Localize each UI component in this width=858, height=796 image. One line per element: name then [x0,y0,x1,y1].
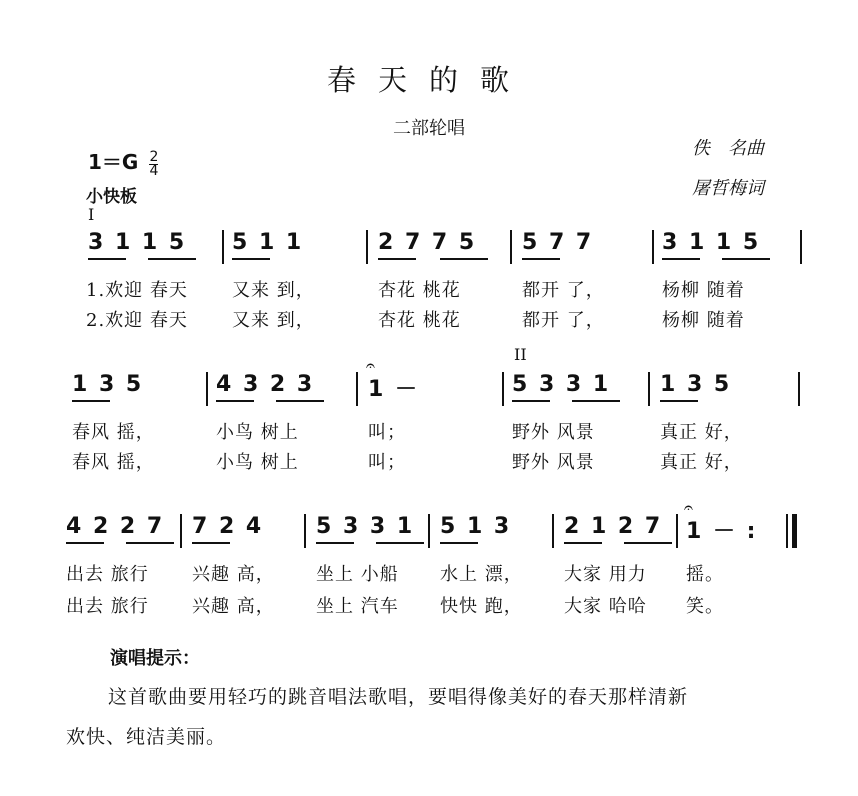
lyric-verse2-b: 又来 到， [232,310,315,331]
lyric-verse2-c: 坐上 汽车 [316,596,399,617]
lyric-verse1-d: 水上 漂， [440,564,523,585]
lyric-verse2-b: 兴趣 高， [192,596,275,617]
measure-notes: 1 3 5 [72,372,144,397]
measure-notes: 2 1 2 7 [564,514,663,539]
beam [316,542,354,544]
key-label: 1＝G [88,150,139,174]
lyric-verse2-c: 杏花 桃花 [378,310,461,331]
lyric-verse2-a: 2.欢迎 春天 [86,310,188,331]
beam [72,400,110,402]
beam [660,400,698,402]
lyric-verse1-b: 小鸟 树上 [216,422,299,443]
composer-credit: 佚 名曲 [692,138,764,159]
lyric-verse1-e: 真正 好， [660,422,743,443]
tempo-marking: 小快板 [86,187,137,207]
lyric-verse1-d: 野外 风景 [512,422,595,443]
beam [722,258,770,260]
bar-line [786,514,788,548]
measure-notes: 5 1 1 [232,230,304,255]
bar-line [648,372,650,406]
lyric-verse2-e: 真正 好， [660,452,743,473]
lyric-verse1-a: 春风 摇， [72,422,155,443]
beam [66,542,104,544]
beam [88,258,126,260]
measure-notes: 5 3 3 1 [512,372,611,397]
beam [572,400,620,402]
lyricist-credit: 屠哲梅词 [692,178,764,199]
measure-notes: 1 － [368,377,419,402]
measure-notes: 3 1 1 5 [88,230,187,255]
lyric-verse1-c: 坐上 小船 [316,564,399,585]
bar-line [304,514,306,548]
bar-line [676,514,678,548]
hint-text-line1: 这首歌曲要用轻巧的跳音唱法歌唱，要唱得像美好的春天那样清新 [108,686,689,708]
section-marker-1: I [88,205,95,224]
time-top: 2 [149,149,159,165]
measure-notes: 5 1 3 [440,514,512,539]
beam [662,258,700,260]
bar-line [502,372,504,406]
beam [376,542,424,544]
lyric-verse1-e: 大家 用力 [564,564,647,585]
lyric-verse2-a: 出去 旅行 [66,596,149,617]
hint-text-line2: 欢快、纯洁美丽。 [66,726,227,748]
final-bar-line [792,514,797,548]
lyric-verse2-e: 杨柳 随着 [662,310,745,331]
lyric-verse1-b: 又来 到， [232,280,315,301]
beam [440,258,488,260]
lyric-verse2-e: 大家 哈哈 [564,596,647,617]
beam [624,542,672,544]
lyric-verse1-b: 兴趣 高， [192,564,275,585]
lyric-verse1-f: 摇。 [686,564,724,585]
bar-line [652,230,654,264]
measure-notes: 7 2 4 [192,514,264,539]
beam [232,258,270,260]
bar-line [800,230,802,264]
measure-notes: 4 2 2 7 [66,514,165,539]
beam [522,258,560,260]
beam [148,258,196,260]
section-marker-2: II [514,345,527,364]
bar-line [552,514,554,548]
time-signature [149,151,158,178]
lyric-verse2-f: 笑。 [686,596,724,617]
key-signature [88,146,158,178]
lyric-verse2-c: 叫； [368,452,406,473]
song-title: 春天的歌 [326,63,531,97]
lyric-verse2-b: 小鸟 树上 [216,452,299,473]
lyric-verse2-d: 快快 跑， [440,596,523,617]
measure-notes: 1 － : [686,519,758,544]
beam [378,258,416,260]
lyric-verse1-a: 出去 旅行 [66,564,149,585]
beam [276,400,324,402]
beam [192,542,230,544]
measure-notes: 4 3 2 3 [216,372,315,397]
lyric-verse2-d: 都开 了， [522,310,605,331]
bar-line [510,230,512,264]
lyric-verse2-d: 野外 风景 [512,452,595,473]
beam [440,542,478,544]
measure-notes: 2 7 7 5 [378,230,477,255]
bar-line [206,372,208,406]
bar-line [180,514,182,548]
fermata-icon: 𝄐 [366,356,375,375]
lyric-verse1-a: 1.欢迎 春天 [86,280,188,301]
bar-line [428,514,430,548]
measure-notes: 3 1 1 5 [662,230,761,255]
bar-line [356,372,358,406]
bar-line [366,230,368,264]
measure-notes: 1 3 5 [660,372,732,397]
lyric-verse1-c: 杏花 桃花 [378,280,461,301]
beam [216,400,254,402]
beam [564,542,602,544]
bar-line [222,230,224,264]
time-bottom: 4 [149,163,159,179]
bar-line [798,372,800,406]
lyric-verse2-a: 春风 摇， [72,452,155,473]
fermata-icon: 𝄐 [684,498,693,517]
song-subtitle: 二部轮唱 [393,118,465,139]
beam [126,542,174,544]
lyric-verse1-c: 叫； [368,422,406,443]
lyric-verse1-d: 都开 了， [522,280,605,301]
measure-notes: 5 3 3 1 [316,514,415,539]
lyric-verse1-e: 杨柳 随着 [662,280,745,301]
hint-title: 演唱提示： [110,648,200,669]
measure-notes: 5 7 7 [522,230,594,255]
beam [512,400,550,402]
